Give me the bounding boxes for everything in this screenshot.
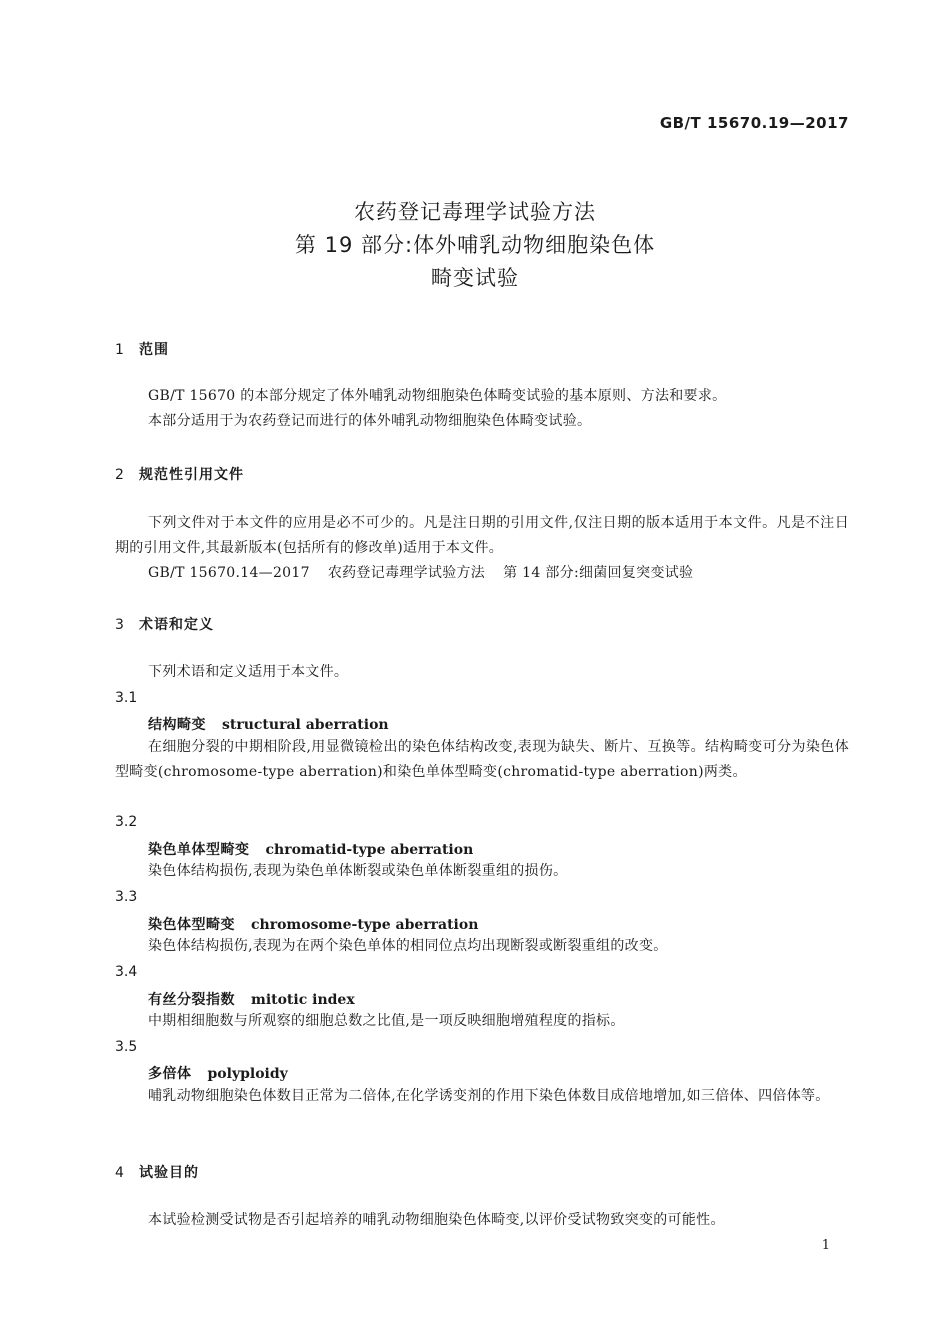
section-1-heading bbox=[115, 339, 169, 359]
section-number: 2 bbox=[115, 467, 125, 483]
paragraph: 下列文件对于本文件的应用是必不可少的。凡是注日期的引用文件,仅注日期的版本适用于本文件。凡是不注日期的引用文件,其最新版本(包括所有的修改单)适用于本文件。 bbox=[115, 515, 849, 556]
term-heading bbox=[148, 839, 473, 859]
term-en: structural aberration bbox=[222, 717, 389, 733]
term-en: mitotic index bbox=[251, 992, 355, 1008]
term-heading bbox=[148, 989, 355, 1009]
term-number: 3.2 bbox=[115, 814, 138, 830]
term-en: polyploidy bbox=[207, 1066, 288, 1082]
term-zh: 染色单体型畸变 bbox=[148, 842, 250, 858]
page-number: 1 bbox=[821, 1238, 830, 1253]
section-title: 术语和定义 bbox=[139, 617, 214, 633]
term-zh: 染色体型畸变 bbox=[148, 917, 235, 933]
section-title: 试验目的 bbox=[139, 1165, 199, 1181]
paragraph: 本试验检测受试物是否引起培养的哺乳动物细胞染色体畸变,以评价受试物致突变的可能性。 bbox=[148, 1212, 725, 1228]
term-definition: 染色体结构损伤,表现为染色单体断裂或染色单体断裂重组的损伤。 bbox=[148, 863, 568, 879]
term-zh: 有丝分裂指数 bbox=[148, 992, 235, 1008]
term-zh: 结构畸变 bbox=[148, 717, 206, 733]
section-number: 4 bbox=[115, 1165, 125, 1181]
reference-title: 农药登记毒理学试验方法 bbox=[327, 565, 486, 581]
document-code: GB/T 15670.19—2017 bbox=[659, 114, 849, 132]
term-definition: 染色体结构损伤,表现为在两个染色单体的相同位点均出现断裂或断裂重组的改变。 bbox=[148, 938, 668, 954]
term-heading bbox=[148, 914, 478, 934]
term-zh: 多倍体 bbox=[148, 1066, 192, 1082]
term-heading bbox=[148, 1063, 288, 1083]
term-number: 3.5 bbox=[115, 1039, 138, 1055]
section-title: 规范性引用文件 bbox=[139, 467, 244, 483]
reference-part: 第 14 部分:细菌回复突变试验 bbox=[503, 565, 694, 581]
section-title: 范围 bbox=[139, 342, 169, 358]
term-definition: 中期相细胞数与所观察的细胞总数之比值,是一项反映细胞增殖程度的指标。 bbox=[148, 1013, 625, 1029]
term-number: 3.1 bbox=[115, 690, 138, 706]
term-en: chromatid-type aberration bbox=[265, 842, 474, 858]
term-definition: 在细胞分裂的中期相阶段,用显微镜检出的染色体结构改变,表现为缺失、断片、互换等。结构畸变可分为染色体型畸变(chromosome-type aberration)和染色单体型畸变(chromatid-type aberration)两类。 bbox=[115, 739, 849, 780]
title-line-3: 畸变试验 bbox=[431, 266, 519, 290]
term-number: 3.3 bbox=[115, 889, 138, 905]
term-heading bbox=[148, 714, 389, 734]
paragraph: 本部分适用于为农药登记而进行的体外哺乳动物细胞染色体畸变试验。 bbox=[148, 413, 592, 429]
reference-code: GB/T 15670.14—2017 bbox=[148, 565, 310, 581]
section-number: 3 bbox=[115, 617, 125, 633]
title-line-2: 第 19 部分:体外哺乳动物细胞染色体 bbox=[294, 233, 656, 257]
normative-reference bbox=[115, 561, 849, 586]
term-definition: 哺乳动物细胞染色体数目正常为二倍体,在化学诱变剂的作用下染色体数目成倍地增加,如三倍体、四倍体等。 bbox=[148, 1088, 830, 1104]
section-number: 1 bbox=[115, 342, 125, 358]
paragraph: 下列术语和定义适用于本文件。 bbox=[148, 664, 349, 680]
section-4-heading bbox=[115, 1162, 199, 1182]
paragraph: GB/T 15670 的本部分规定了体外哺乳动物细胞染色体畸变试验的基本原则、方法和要求。 bbox=[148, 388, 727, 404]
term-number: 3.4 bbox=[115, 964, 138, 980]
section-2-heading bbox=[115, 464, 244, 484]
section-3-heading bbox=[115, 614, 214, 634]
term-en: chromosome-type aberration bbox=[251, 917, 479, 933]
title-line-1: 农药登记毒理学试验方法 bbox=[354, 200, 596, 224]
